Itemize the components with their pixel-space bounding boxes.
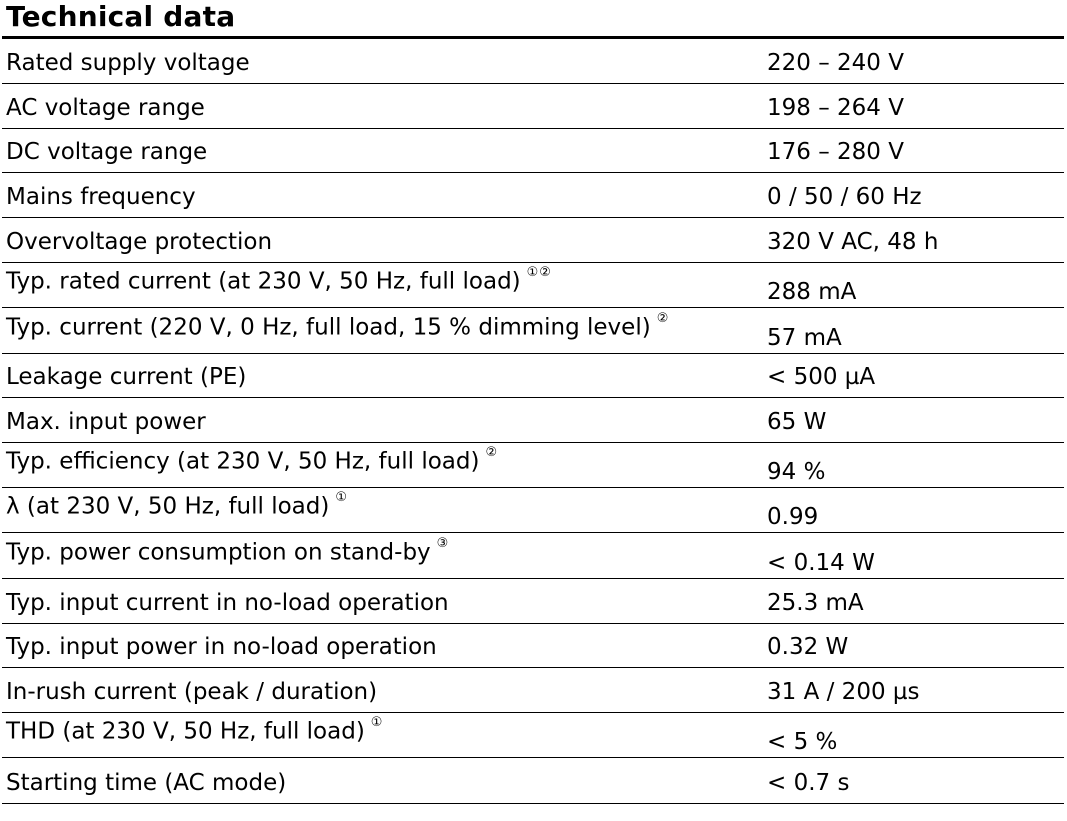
row-label-text: THD (at 230 V, 50 Hz, full load) xyxy=(6,718,365,745)
row-label: Max. input power xyxy=(6,409,206,436)
table-row xyxy=(2,263,1064,308)
row-value: < 5 % xyxy=(767,728,838,755)
section-title: Technical data xyxy=(6,0,236,33)
row-value: < 0.14 W xyxy=(767,549,875,576)
row-label: Overvoltage protection xyxy=(6,228,273,255)
row-label xyxy=(6,264,552,295)
table-row xyxy=(2,308,1064,354)
row-value: 0.99 xyxy=(767,503,819,530)
row-label: AC voltage range xyxy=(6,94,205,121)
technical-data-table xyxy=(2,39,1064,804)
table-row xyxy=(2,668,1064,713)
footnote-marker: ① xyxy=(335,490,349,506)
row-value: 25.3 mA xyxy=(767,589,864,616)
row-value: 57 mA xyxy=(767,324,842,351)
table-row xyxy=(2,39,1064,84)
table-row xyxy=(2,173,1064,218)
footnote-marker: ① xyxy=(370,715,384,731)
row-label xyxy=(6,714,383,745)
row-value: 220 – 240 V xyxy=(767,49,904,76)
row-value: 198 – 264 V xyxy=(767,94,904,121)
row-label: Rated supply voltage xyxy=(6,49,250,76)
row-value: 176 – 280 V xyxy=(767,139,904,166)
row-value: 65 W xyxy=(767,409,827,436)
row-label xyxy=(6,310,669,341)
row-label: Leakage current (PE) xyxy=(6,364,247,391)
row-label-text: Typ. current (220 V, 0 Hz, full load, 15 % dimming level) xyxy=(6,314,651,341)
row-label-text: Typ. efficiency (at 230 V, 50 Hz, full load) xyxy=(6,449,480,476)
row-value: < 0.7 s xyxy=(767,769,850,796)
table-row xyxy=(2,354,1064,399)
row-value: 0.32 W xyxy=(767,634,849,661)
table-row xyxy=(2,624,1064,669)
table-row xyxy=(2,579,1064,624)
row-label-text: Typ. rated current (at 230 V, 50 Hz, full load) xyxy=(6,268,521,295)
footnote-marker: ③ xyxy=(436,536,450,552)
row-label: Starting time (AC mode) xyxy=(6,769,287,796)
row-label: Typ. input power in no-load operation xyxy=(6,634,437,661)
row-label: In-rush current (peak / duration) xyxy=(6,679,378,706)
row-label-text: Typ. power consumption on stand-by xyxy=(6,539,431,566)
table-row xyxy=(2,129,1064,174)
row-value: < 500 µA xyxy=(767,364,876,391)
footnote-marker: ①② xyxy=(526,265,552,281)
table-row xyxy=(2,533,1064,579)
table-row xyxy=(2,713,1064,758)
row-value: 94 % xyxy=(767,459,826,486)
footnote-marker: ② xyxy=(485,445,499,461)
footnote-marker: ② xyxy=(656,311,670,327)
row-label xyxy=(6,444,498,475)
row-value: 31 A / 200 µs xyxy=(767,679,920,706)
row-label xyxy=(6,535,449,566)
row-label: Mains frequency xyxy=(6,184,196,211)
table-row xyxy=(2,758,1064,804)
row-label: DC voltage range xyxy=(6,139,208,166)
table-row xyxy=(2,84,1064,129)
table-row xyxy=(2,488,1064,533)
table-row xyxy=(2,443,1064,488)
row-label-text: λ (at 230 V, 50 Hz, full load) xyxy=(6,493,330,520)
row-value: 320 V AC, 48 h xyxy=(767,228,939,255)
table-row xyxy=(2,218,1064,263)
row-label xyxy=(6,489,348,520)
row-value: 288 mA xyxy=(767,278,857,305)
row-value: 0 / 50 / 60 Hz xyxy=(767,184,922,211)
table-row xyxy=(2,398,1064,443)
row-label: Typ. input current in no-load operation xyxy=(6,589,449,616)
